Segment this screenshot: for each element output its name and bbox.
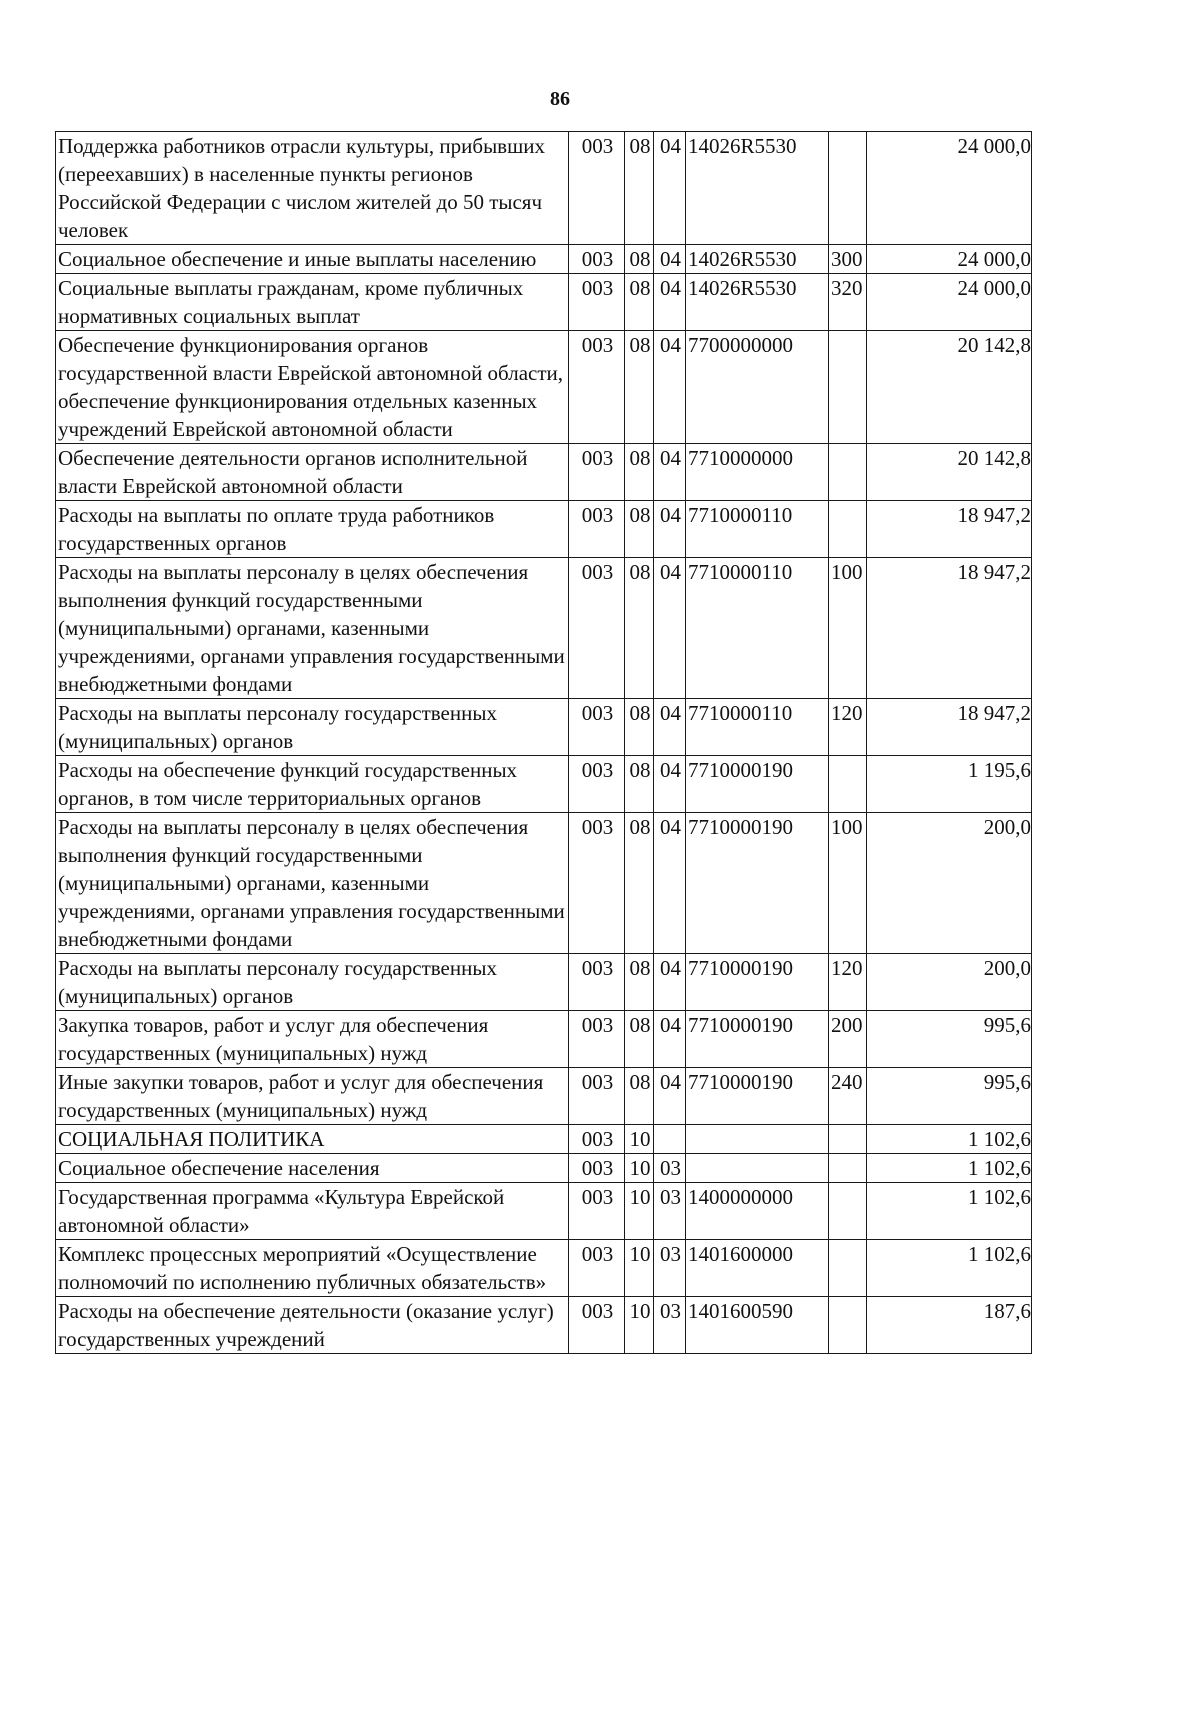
target-article-cell: 1400000000	[686, 1183, 829, 1240]
expense-name-cell: Государственная программа «Культура Еврейской автономной области»	[56, 1183, 569, 1240]
target-article-cell: 14026R5530	[686, 245, 829, 274]
expense-name-cell: Расходы на выплаты по оплате труда работников государственных органов	[56, 501, 569, 558]
table-row	[56, 558, 1032, 699]
expense-type-cell: 120	[829, 954, 867, 1011]
expense-type-cell: 100	[829, 558, 867, 699]
subsection-code-cell: 04	[654, 756, 686, 813]
expense-type-cell	[829, 132, 867, 245]
expense-type-cell	[829, 1240, 867, 1297]
section-code-cell: 08	[625, 444, 654, 501]
grbs-code-cell: 003	[569, 756, 625, 813]
section-code-cell: 08	[625, 699, 654, 756]
amount-cell: 1 102,6	[867, 1240, 1032, 1297]
expense-type-cell	[829, 1154, 867, 1183]
subsection-code-cell: 04	[654, 245, 686, 274]
target-article-cell: 1401600590	[686, 1297, 829, 1354]
expense-type-cell	[829, 1183, 867, 1240]
subsection-code-cell: 03	[654, 1183, 686, 1240]
table-row	[56, 274, 1032, 331]
section-code-cell: 10	[625, 1240, 654, 1297]
grbs-code-cell: 003	[569, 245, 625, 274]
expense-name-cell: Расходы на выплаты персоналу в целях обеспечения выполнения функций государственными (муниципальными) органами, казенными учреждениями, органами управления государственными внебюджетными фондами	[56, 558, 569, 699]
target-article-cell: 14026R5530	[686, 274, 829, 331]
amount-cell: 24 000,0	[867, 274, 1032, 331]
amount-cell: 20 142,8	[867, 331, 1032, 444]
table-row	[56, 1011, 1032, 1068]
target-article-cell: 14026R5530	[686, 132, 829, 245]
table-row	[56, 132, 1032, 245]
expense-name-cell: Комплекс процессных мероприятий «Осуществление полномочий по исполнению публичных обязательств»	[56, 1240, 569, 1297]
expense-type-cell: 300	[829, 245, 867, 274]
grbs-code-cell: 003	[569, 274, 625, 331]
amount-cell: 1 102,6	[867, 1154, 1032, 1183]
section-code-cell: 08	[625, 1011, 654, 1068]
expense-name-cell: Социальное обеспечение и иные выплаты населению	[56, 245, 569, 274]
section-code-cell: 10	[625, 1183, 654, 1240]
expense-name-cell: Расходы на выплаты персоналу государственных (муниципальных) органов	[56, 954, 569, 1011]
expense-name-cell: Обеспечение деятельности органов исполнительной власти Еврейской автономной области	[56, 444, 569, 501]
amount-cell: 18 947,2	[867, 699, 1032, 756]
expense-name-cell: Расходы на обеспечение функций государственных органов, в том числе территориальных органов	[56, 756, 569, 813]
target-article-cell	[686, 1154, 829, 1183]
subsection-code-cell: 04	[654, 444, 686, 501]
table-row	[56, 699, 1032, 756]
table-body	[56, 132, 1032, 1354]
expense-name-cell: Расходы на выплаты персоналу в целях обеспечения выполнения функций государственными (муниципальными) органами, казенными учреждениями, органами управления государственными внебюджетными фондами	[56, 813, 569, 954]
expense-name-cell: Социальное обеспечение населения	[56, 1154, 569, 1183]
expense-name-cell: Расходы на выплаты персоналу государственных (муниципальных) органов	[56, 699, 569, 756]
amount-cell: 200,0	[867, 813, 1032, 954]
expense-type-cell	[829, 756, 867, 813]
subsection-code-cell: 04	[654, 274, 686, 331]
table-row	[56, 1240, 1032, 1297]
table-row	[56, 1154, 1032, 1183]
grbs-code-cell: 003	[569, 1011, 625, 1068]
amount-cell: 1 102,6	[867, 1183, 1032, 1240]
target-article-cell: 7710000190	[686, 954, 829, 1011]
expense-type-cell: 200	[829, 1011, 867, 1068]
table-row	[56, 954, 1032, 1011]
target-article-cell: 7710000190	[686, 1011, 829, 1068]
target-article-cell: 7710000110	[686, 699, 829, 756]
subsection-code-cell: 04	[654, 1068, 686, 1125]
expense-name-cell: Расходы на обеспечение деятельности (оказание услуг) государственных учреждений	[56, 1297, 569, 1354]
table-row	[56, 501, 1032, 558]
table-row	[56, 813, 1032, 954]
grbs-code-cell: 003	[569, 1125, 625, 1154]
section-code-cell: 08	[625, 274, 654, 331]
section-code-cell: 08	[625, 1068, 654, 1125]
expense-type-cell: 100	[829, 813, 867, 954]
target-article-cell: 7710000110	[686, 558, 829, 699]
subsection-code-cell: 04	[654, 331, 686, 444]
amount-cell: 1 195,6	[867, 756, 1032, 813]
expense-type-cell: 120	[829, 699, 867, 756]
grbs-code-cell: 003	[569, 954, 625, 1011]
subsection-code-cell: 04	[654, 813, 686, 954]
table-row	[56, 1297, 1032, 1354]
subsection-code-cell: 03	[654, 1240, 686, 1297]
amount-cell: 24 000,0	[867, 245, 1032, 274]
page-number: 86	[550, 88, 570, 110]
expense-type-cell	[829, 501, 867, 558]
section-code-cell: 08	[625, 132, 654, 245]
expense-type-cell	[829, 1125, 867, 1154]
target-article-cell: 7710000000	[686, 444, 829, 501]
amount-cell: 18 947,2	[867, 558, 1032, 699]
grbs-code-cell: 003	[569, 1183, 625, 1240]
subsection-code-cell: 04	[654, 954, 686, 1011]
target-article-cell: 7700000000	[686, 331, 829, 444]
expense-name-cell: Социальные выплаты гражданам, кроме публичных нормативных социальных выплат	[56, 274, 569, 331]
section-code-cell: 08	[625, 331, 654, 444]
section-code-cell: 10	[625, 1154, 654, 1183]
grbs-code-cell: 003	[569, 813, 625, 954]
target-article-cell	[686, 1125, 829, 1154]
amount-cell: 187,6	[867, 1297, 1032, 1354]
subsection-code-cell: 04	[654, 501, 686, 558]
grbs-code-cell: 003	[569, 1154, 625, 1183]
table-row	[56, 245, 1032, 274]
section-code-cell: 08	[625, 558, 654, 699]
grbs-code-cell: 003	[569, 1068, 625, 1125]
amount-cell: 200,0	[867, 954, 1032, 1011]
expense-name-cell: Поддержка работников отрасли культуры, прибывших (переехавших) в населенные пункты регионов Российской Федерации с числом жителей до 50 тысяч человек	[56, 132, 569, 245]
target-article-cell: 1401600000	[686, 1240, 829, 1297]
budget-table	[55, 131, 1032, 1354]
table-row	[56, 756, 1032, 813]
target-article-cell: 7710000110	[686, 501, 829, 558]
table-row	[56, 1183, 1032, 1240]
grbs-code-cell: 003	[569, 444, 625, 501]
table-row	[56, 1068, 1032, 1125]
amount-cell: 24 000,0	[867, 132, 1032, 245]
target-article-cell: 7710000190	[686, 756, 829, 813]
section-code-cell: 08	[625, 813, 654, 954]
section-code-cell: 08	[625, 501, 654, 558]
subsection-code-cell: 03	[654, 1154, 686, 1183]
amount-cell: 995,6	[867, 1011, 1032, 1068]
target-article-cell: 7710000190	[686, 813, 829, 954]
subsection-code-cell: 03	[654, 1297, 686, 1354]
table-row	[56, 1125, 1032, 1154]
subsection-code-cell: 04	[654, 558, 686, 699]
grbs-code-cell: 003	[569, 501, 625, 558]
expense-type-cell: 240	[829, 1068, 867, 1125]
grbs-code-cell: 003	[569, 132, 625, 245]
grbs-code-cell: 003	[569, 1297, 625, 1354]
table-row	[56, 331, 1032, 444]
grbs-code-cell: 003	[569, 1240, 625, 1297]
expense-name-cell: Закупка товаров, работ и услуг для обеспечения государственных (муниципальных) нужд	[56, 1011, 569, 1068]
amount-cell: 995,6	[867, 1068, 1032, 1125]
expense-name-cell: Обеспечение функционирования органов государственной власти Еврейской автономной области, обеспечение функционирования отдельных казенных учреждений Еврейской автономной области	[56, 331, 569, 444]
subsection-code-cell: 04	[654, 132, 686, 245]
section-code-cell: 08	[625, 756, 654, 813]
expense-type-cell: 320	[829, 274, 867, 331]
table-row	[56, 444, 1032, 501]
subsection-code-cell: 04	[654, 699, 686, 756]
target-article-cell: 7710000190	[686, 1068, 829, 1125]
grbs-code-cell: 003	[569, 699, 625, 756]
amount-cell: 20 142,8	[867, 444, 1032, 501]
subsection-code-cell: 04	[654, 1011, 686, 1068]
grbs-code-cell: 003	[569, 558, 625, 699]
section-code-cell: 08	[625, 954, 654, 1011]
grbs-code-cell: 003	[569, 331, 625, 444]
section-code-cell: 08	[625, 245, 654, 274]
expense-type-cell	[829, 331, 867, 444]
section-code-cell: 10	[625, 1297, 654, 1354]
expense-name-cell: Иные закупки товаров, работ и услуг для обеспечения государственных (муниципальных) нужд	[56, 1068, 569, 1125]
expense-type-cell	[829, 1297, 867, 1354]
subsection-code-cell	[654, 1125, 686, 1154]
amount-cell: 18 947,2	[867, 501, 1032, 558]
section-code-cell: 10	[625, 1125, 654, 1154]
expense-type-cell	[829, 444, 867, 501]
expense-name-cell: СОЦИАЛЬНАЯ ПОЛИТИКА	[56, 1125, 569, 1154]
amount-cell: 1 102,6	[867, 1125, 1032, 1154]
